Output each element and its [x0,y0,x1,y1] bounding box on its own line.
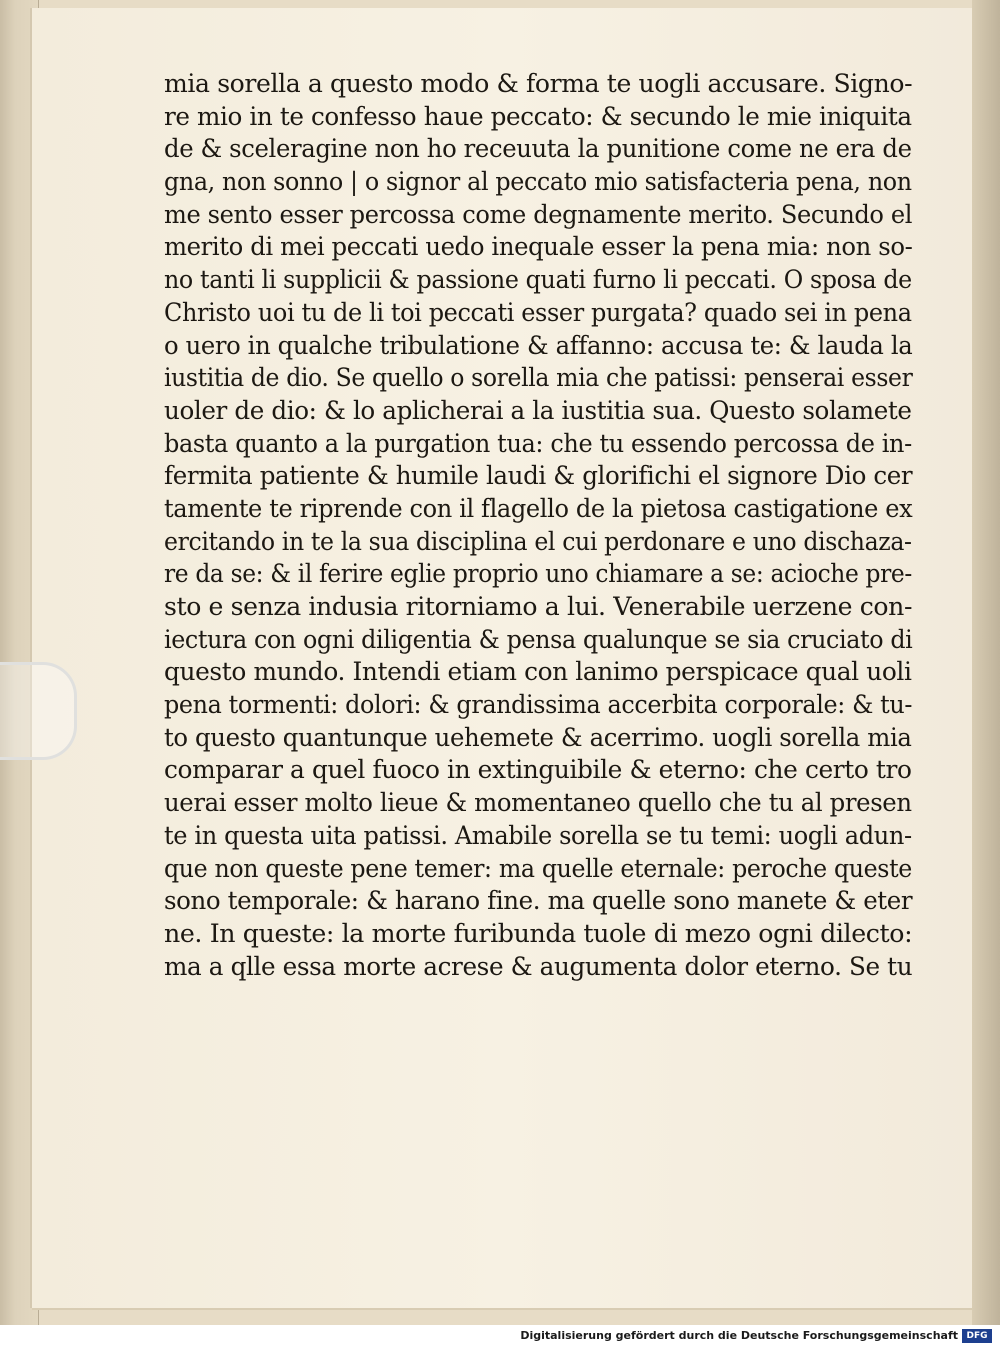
text-line: ercitando in te la sua disciplina el cui perdonare e uno dischaza- [164,526,912,557]
page-tab-marker [0,662,77,760]
text-line: iectura con ogni diligentia & pensa qualunque se sia cruciato di [164,624,913,655]
text-line: fermita patiente & humile laudi & glorifichi el signore Dio cer [164,461,913,492]
text-line: uoler de dio: & lo aplicherai a la iustitia sua. Questo solamete [164,395,912,426]
text-line: o uero in qualche tribulatione & affanno: accusa te: & lauda la [164,330,913,361]
text-line: re da se: & il ferire eglie proprio uno chiamare a se: acioche pre- [164,559,912,590]
text-line: iustitia de dio. Se quello o sorella mia che patissi: penserai esser [164,363,913,394]
text-line: te in questa uita patissi. Amabile sorella se tu temi: uogli adun- [164,820,912,851]
footer-bar [0,1325,1000,1348]
text-line: ma a qlle essa morte acrese & augumenta dolor eterno. Se tu [164,951,913,982]
text-line: tamente te riprende con il flagello de la pietosa castigatione ex [164,493,913,524]
dfg-logo: DFG [962,1329,992,1343]
text-line: me sento esser percossa come degnamente merito. Secundo el [164,199,913,230]
text-line: basta quanto a la purgation tua: che tu essendo percossa de in- [164,428,912,459]
text-line: gna, non sonno | o signor al peccato mio satisfacteria pena, non [164,167,912,198]
text-line: pena tormenti: dolori: & grandissima accerbita corporale: & tu- [164,690,913,721]
text-line: de & sceleragine non ho receuuta la punitione come ne era de [164,134,912,165]
text-line: uerai esser molto lieue & momentaneo quello che tu al presen [164,788,912,819]
text-line: Christo uoi tu de li toi peccati esser purgata? quado sei in pena [164,297,912,328]
text-line: mia sorella a questo modo & forma te uogli accusare. Signo- [164,69,913,99]
text-line: to questo quantunque uehemete & acerrimo. uogli sorella mia [164,722,912,753]
text-line: que non queste pene temer: ma quelle eternale: peroche queste [164,853,912,884]
page-stack-edge [972,0,1000,1325]
text-line: no tanti li supplicii & passione quati furno li peccati. O sposa de [164,265,912,296]
text-line: ne. In queste: la morte furibunda tuole di mezo ogni dilecto: [164,918,913,949]
text-line: questo mundo. Intendi etiam con lanimo perspicace qual uoli [164,657,912,688]
text-line: re mio in te confesso haue peccato: & secundo le mie iniquita [164,101,912,132]
text-line: sono temporale: & harano fine. ma quelle sono manete & eter [164,886,913,917]
page-text-block [164,68,912,983]
text-line: merito di mei peccati uedo inequale esser la pena mia: non so- [164,232,913,263]
text-line: sto e senza indusia ritorniamo a lui. Venerabile uerzene con- [164,592,913,622]
text-line: comparar a quel fuoco in extinguibile & eterno: che certo tro [164,755,912,786]
footer-credit: Digitalisierung gefördert durch die Deutsche Forschungsgemeinschaft [520,1329,958,1342]
